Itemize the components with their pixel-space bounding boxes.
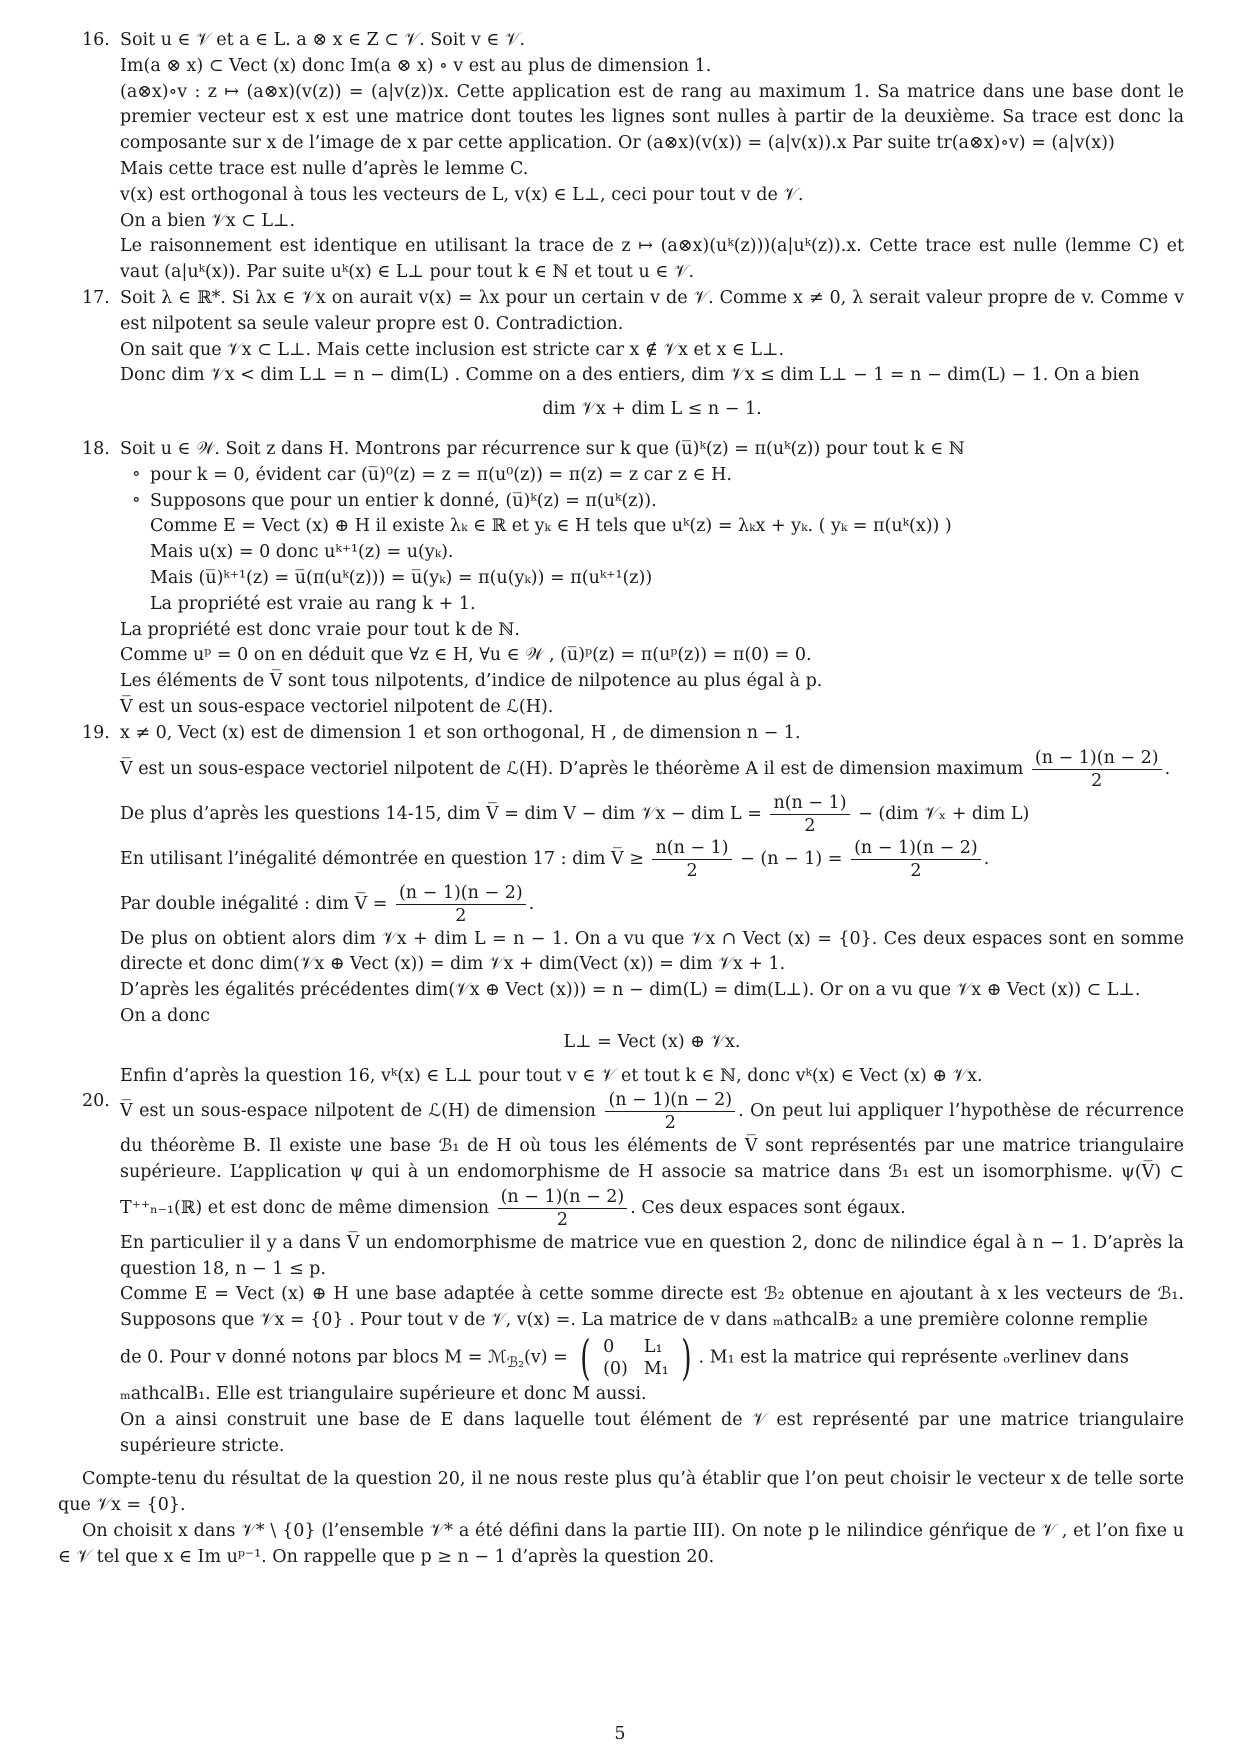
fraction — [851, 837, 981, 882]
paragraph-line: V̅ est un sous-espace vectoriel nilpotent de ℒ(H). — [120, 696, 554, 717]
page-number: 5 — [614, 1724, 626, 1744]
fraction — [1032, 747, 1162, 792]
paragraph: ₘathcalB₁. Elle est triangulaire supérieure et donc M aussi. — [120, 1384, 647, 1405]
paragraph-line: Comme uᵖ = 0 on en déduit que ∀z ∈ H, ∀u ∈ 𝒲 , (u̅)ᵖ(z) = π(uᵖ(z)) = π(0) = 0. — [120, 645, 812, 666]
fraction — [396, 882, 526, 927]
fraction-numerator: (n − 1)(n − 2) — [605, 1089, 735, 1112]
matrix-table — [595, 1336, 677, 1380]
subscript: ℬ₂ — [506, 1354, 524, 1372]
paragraph-line: V̅ est un sous-espace vectoriel nilpotent de ℒ(H). D’après le théorème A il est de dimension maximum $\frac{(n - 1)(n - 2)}{2}$ . — [120, 747, 1171, 791]
fraction-numerator: (n − 1)(n − 2) — [396, 882, 526, 905]
question-17 — [58, 286, 1184, 423]
list-item — [120, 463, 1184, 489]
paragraph-line: La propriété est vraie au rang k + 1. — [150, 593, 476, 614]
fraction-denominator: 2 — [1091, 770, 1103, 791]
text-run: . M₁ est la matrice qui représente ₒverlinev dans — [698, 1347, 1129, 1368]
paragraph-line: On sait que 𝒱x ⊂ L⊥. Mais cette inclusion est stricte car x ∉ 𝒱x et x ∈ L⊥. — [120, 339, 785, 360]
page-content — [58, 28, 1184, 1571]
block-matrix — [576, 1330, 695, 1387]
paragraph-line: Soit u ∈ 𝒱 et a ∈ L. a ⊗ x ∈ Z ⊂ 𝒱. Soit v ∈ 𝒱. — [120, 30, 526, 50]
question-19 — [58, 721, 1184, 1090]
text-run: V̅ est un sous-espace vectoriel nilpotent de ℒ(H). D’après le théorème A il est de dimension maximum — [120, 758, 1024, 779]
text-run: V̅ est un sous-espace nilpotent de ℒ(H) de dimension — [120, 1101, 596, 1122]
paragraph: En particulier il y a dans V̅ un endomorphisme de matrice vue en question 2, donc de nilindice égal à n − 1. D’après la question 18, n − 1 ≤ p. — [120, 1232, 1184, 1279]
text-run: (v) = — [524, 1347, 568, 1368]
paragraph-line: D’après les égalités précédentes dim(𝒱x ⊕ Vect (x))) = n − dim(L) = dim(L⊥). Or on a vu que 𝒱x ⊕ Vect (x)) ⊂ L⊥. — [120, 980, 1141, 1001]
text-run: En utilisant l’inégalité démontrée en question 17 : dim V̅ ≥ — [120, 848, 644, 869]
paragraph: Soit λ ∈ ℝ*. Si λx ∈ 𝒱x on aurait v(x) = λx pour un certain v de 𝒱. Comme x ≠ 0, λ serait valeur propre de v. Comme v est nilpotent sa seule valeur propre est 0. Contradiction. — [120, 287, 1184, 334]
bullet-text: pour k = 0, évident car (u̅)⁰(z) = z = π(u⁰(z)) = π(z) = z car z ∈ H. — [150, 464, 732, 485]
fraction-denominator: 2 — [686, 860, 698, 881]
paragraph-line: On a donc — [120, 1005, 210, 1026]
text-run: De plus d’après les questions 14-15, dim V̅ = dim V − dim 𝒱x − dim L = — [120, 803, 762, 824]
fraction-numerator: n(n − 1) — [652, 837, 731, 860]
paragraph — [120, 1089, 1184, 1231]
matrix-cell: L₁ — [643, 1337, 663, 1358]
matrix-cell: M₁ — [643, 1359, 669, 1380]
text-run: de 0. Pour v donné notons par blocs M = ℳ — [120, 1347, 507, 1368]
fraction-denominator: 2 — [910, 860, 922, 881]
fraction-denominator: 2 — [455, 905, 467, 926]
closing-paragraph: On choisit x dans 𝒱* \ {0} (l’ensemble 𝒱* a été défini dans la partie III). On note p le nilindice génŕique de 𝒱 , et l’on fixe u ∈ 𝒱 tel que x ∈ Im uᵖ⁻¹. On rappelle que p ≥ n − 1 d’après la question 20. — [58, 1521, 1184, 1567]
closing-paragraph: Compte-tenu du résultat de la question 20, il ne nous reste plus qu’à établir que l’on peut choisir le vecteur x de telle sorte que 𝒱x = {0}. — [58, 1469, 1184, 1516]
fraction — [652, 837, 731, 882]
text-run: − (n − 1) = — [740, 848, 843, 869]
fraction-denominator: 2 — [664, 1113, 676, 1134]
text-run: . Ces deux espaces sont égaux. — [630, 1197, 906, 1218]
question-number: 19. — [82, 722, 110, 743]
paragraph-line: Mais (u̅)ᵏ⁺¹(z) = u̅(π(uᵏ(z))) = u̅(yₖ) = π(u(yₖ)) = π(uᵏ⁺¹(z)) — [150, 567, 653, 588]
paragraph-line: x ≠ 0, Vect (x) est de dimension 1 et son orthogonal, H , de dimension n − 1. — [120, 722, 801, 743]
paragraph: On a ainsi construit une base de E dans laquelle tout élément de 𝒱 est représenté par une matrice triangulaire supérieure stricte. — [120, 1409, 1184, 1456]
question-number: 17. — [82, 287, 110, 308]
paragraph-line: La propriété est donc vraie pour tout k de ℕ. — [120, 619, 520, 640]
fraction-numerator: n(n − 1) — [770, 792, 849, 815]
paragraph-line — [120, 1330, 1184, 1387]
paragraph: De plus on obtient alors dim 𝒱x + dim L = n − 1. On a vu que 𝒱x ∩ Vect (x) = {0}. Ces deux espaces sont en somme directe et donc dim(𝒱x ⊕ Vect (x)) = dim 𝒱x + dim(Vect (x)) = dim 𝒱x + 1. — [120, 928, 1184, 975]
paragraph-line: On a bien 𝒱x ⊂ L⊥. — [120, 210, 296, 231]
question-20 — [58, 1089, 1184, 1459]
paragraph-line — [120, 792, 1184, 837]
paragraph-line: Enfin d’après la question 16, vᵏ(x) ∈ L⊥ pour tout v ∈ 𝒱 et tout k ∈ ℕ, donc vᵏ(x) ∈ Vect (x) ⊕ 𝒱x. — [120, 1065, 983, 1086]
matrix-cell: 0 — [603, 1337, 615, 1358]
paragraph-line: Mais cette trace est nulle d’après le lemme C. — [120, 158, 529, 179]
paragraph-line: Donc dim 𝒱x < dim L⊥ = n − dim(L) . Comme on a des entiers, dim 𝒱x ≤ dim L⊥ − 1 = n − dim(L) − 1. On a bien — [120, 365, 1140, 386]
right-paren: ) — [681, 1330, 692, 1387]
left-paren: ( — [580, 1330, 591, 1387]
display-equation: dim 𝒱x + dim L ≤ n − 1. — [542, 399, 762, 420]
paragraph-line: Comme E = Vect (x) ⊕ H il existe λₖ ∈ ℝ et yₖ ∈ H tels que uᵏ(z) = λₖx + yₖ. ( yₖ = π(uᵏ(x)) ) — [150, 516, 952, 537]
list-item — [120, 489, 1184, 618]
fraction — [605, 1089, 735, 1134]
paragraph-line: Soit u ∈ 𝒲. Soit z dans H. Montrons par récurrence sur k que (u̅)ᵏ(z) = π(uᵏ(z)) pour tout k ∈ ℕ — [120, 438, 965, 459]
paragraph-line: Mais u(x) = 0 donc uᵏ⁺¹(z) = u(yₖ). — [150, 542, 454, 563]
fraction-denominator: 2 — [804, 815, 816, 836]
paragraph: Le raisonnement est identique en utilisant la trace de z ↦ (a⊗x)(uᵏ(z)))(a|uᵏ(z)).x. Cette trace est nulle (lemme C) et vaut (a|uᵏ(x)). Par suite uᵏ(x) ∈ L⊥ pour tout k ∈ ℕ et tout u ∈ 𝒱. — [120, 236, 1184, 283]
fraction-denominator: 2 — [556, 1209, 568, 1230]
bullet-text: Supposons que pour un entier k donné, (u̅)ᵏ(z) = π(uᵏ(z)). — [150, 490, 657, 511]
paragraph-line: En utilisant l’inégalité démontrée en question 17 : dim V̅ ≥ $\frac{n(n - 1)}{2}$ − (n − 1) = $\frac{(n - 1)(n - 2)}{2}$ . — [120, 837, 990, 881]
fraction-numerator: (n − 1)(n − 2) — [498, 1186, 628, 1209]
fraction — [770, 792, 849, 837]
fraction-numerator: (n − 1)(n − 2) — [1032, 747, 1162, 770]
matrix-cell: (0) — [603, 1359, 628, 1380]
text-run: . On peut lui appliquer l’hypothèse de récurrence du théorème B. Il existe une base ℬ₁ de H où tous les éléments de V̅ sont représentés par une matrice triangulaire supérieure. L’application ψ qui à un endomorphisme de H associe sa matrice dans ℬ₁ est un isomorphisme. ψ(V̅) ⊂ — [120, 1101, 1184, 1183]
question-16 — [58, 28, 1184, 286]
fraction-numerator: (n − 1)(n − 2) — [851, 837, 981, 860]
question-number: 18. — [82, 438, 110, 459]
text-run: T⁺⁺ₙ₋₁(ℝ) et est donc de même dimension — [120, 1197, 489, 1218]
paragraph-line: Im(a ⊗ x) ⊂ Vect (x) donc Im(a ⊗ x) ∘ v est au plus de dimension 1. — [120, 55, 712, 76]
bullet-marker: ∘ — [132, 489, 141, 510]
paragraph-line: v(x) est orthogonal à tous les vecteurs de L, v(x) ∈ L⊥, ceci pour tout v de 𝒱. — [120, 184, 804, 205]
paragraph-line: Par double inégalité : dim V̅ = $\frac{(n - 1)(n - 2)}{2}$ . — [120, 882, 535, 926]
question-18 — [58, 437, 1184, 721]
fraction — [498, 1186, 628, 1231]
question-number: 20. — [82, 1091, 110, 1112]
paragraph: Comme E = Vect (x) ⊕ H une base adaptée à cette somme directe est ℬ₂ obtenue en ajoutant à x les vecteurs de ℬ₁. Supposons que 𝒱x = {0} . Pour tout v de 𝒱, v(x) =. La matrice de v dans ₘathcalB₂ a une première colonne remplie — [120, 1284, 1184, 1331]
display-equation: L⊥ = Vect (x) ⊕ 𝒱x. — [563, 1031, 741, 1052]
paragraph: (a⊗x)∘v : z ↦ (a⊗x)(v(z)) = (a|v(z))x. Cette application est de rang au maximum 1. Sa matrice dans une base dont le premier vecteur est x est une matrice dont toutes les lignes sont nulles à partir de la deuxième. Sa trace est donc la composante sur x de l’image de x par cette application. Or (a⊗x)(v(x)) = (a|v(x)).x Par suite tr(a⊗x)∘v) = (a|v(x)) — [120, 81, 1184, 154]
text-run: Par double inégalité : dim V̅ = — [120, 893, 388, 914]
text-run: − (dim 𝒱ₓ + dim L) — [858, 803, 1030, 824]
paragraph-line: Les éléments de V̅ sont tous nilpotents, d’indice de nilpotence au plus égal à p. — [120, 671, 823, 692]
bullet-marker: ∘ — [132, 463, 141, 484]
question-number: 16. — [82, 30, 110, 50]
